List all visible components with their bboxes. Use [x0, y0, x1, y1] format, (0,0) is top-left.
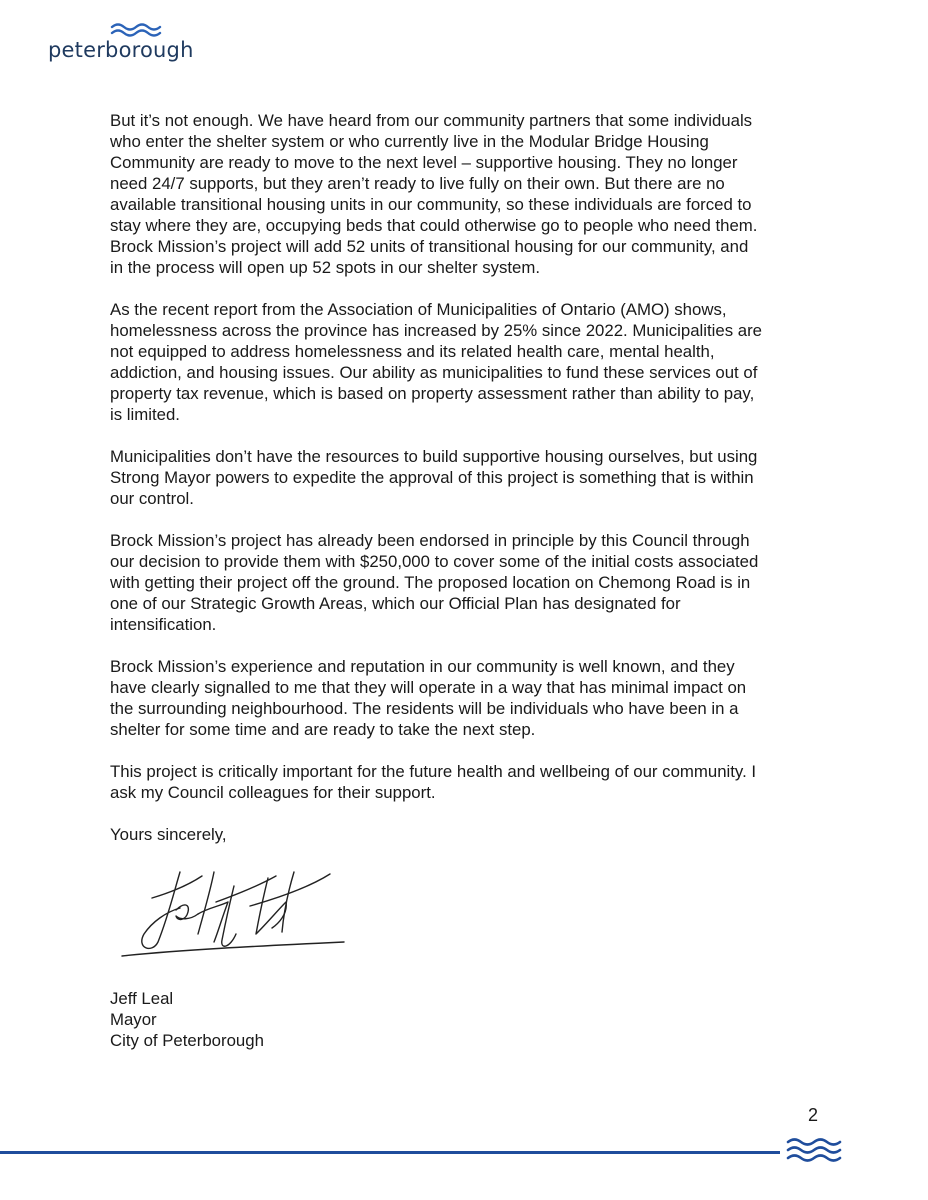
paragraph-2: As the recent report from the Association of Municipalities of Ontario (AMO) shows, homelessness across the province has increased by 25% since 2022. Municipalities are not equipped to address homelessness and its related health care, mental health, addiction, and housing issues. Our ability as municipalities to fund these services out of property tax revenue, which is based on property assessment rather than ability to pay, is limited. — [110, 300, 763, 424]
footer-rule — [0, 1151, 780, 1154]
signature-block — [110, 988, 264, 1051]
paragraph-1: But it’s not enough. We have heard from our community partners that some individuals who enter the shelter system or who currently live in the Modular Bridge Housing Community are ready to move to the next level – supportive housing. They no longer need 24/7 supports, but they aren’t ready to live fully on their own. But there are no available transitional housing units in our community, so these individuals are forced to stay where they are, occupying beds that could otherwise go to people who need them. Brock Mission’s project will add 52 units of transitional housing for our community, and in the process will open up 52 spots in our shelter system. — [110, 111, 758, 277]
paragraph-5: Brock Mission’s experience and reputation in our community is well known, and they have clearly signalled to me that they will operate in a way that has minimal impact on the surrounding neighbourhood. The residents will be individuals who have been in a shelter for some time and are ready to take the next step. — [110, 657, 747, 739]
logo-wordmark: peterborough — [48, 38, 194, 62]
peterborough-logo — [48, 22, 194, 72]
handwritten-signature — [118, 862, 348, 962]
closing-salutation: Yours sincerely, — [110, 825, 227, 844]
letter-body — [110, 110, 830, 845]
signatory-title: Mayor — [110, 1010, 157, 1029]
page-number: 2 — [808, 1105, 819, 1125]
footer-wave-icon — [784, 1136, 844, 1164]
signatory-name: Jeff Leal — [110, 989, 174, 1008]
signatory-organization: City of Peterborough — [110, 1031, 264, 1050]
paragraph-6: This project is critically important for the future health and wellbeing of our community. I ask my Council colleagues for their support. — [110, 762, 757, 802]
paragraph-3: Municipalities don’t have the resources to build supportive housing ourselves, but using Strong Mayor powers to expedite the approval of this project is something that is within our control. — [110, 447, 758, 508]
paragraph-4: Brock Mission’s project has already been endorsed in principle by this Council through our decision to provide them with $250,000 to cover some of the initial costs associated with getting their project off the ground. The proposed location on Chemong Road is in one of our Strategic Growth Areas, which our Official Plan has designated for intensification. — [110, 531, 759, 634]
wave-logo-icon — [110, 22, 166, 38]
